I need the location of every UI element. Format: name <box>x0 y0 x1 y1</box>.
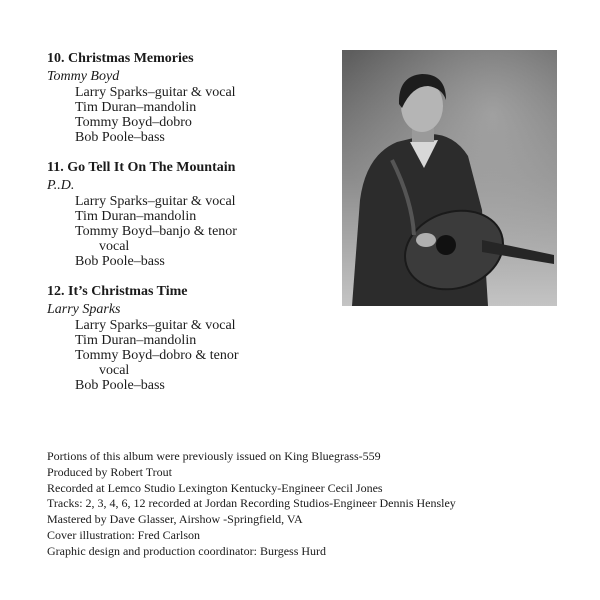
musician-credit <box>47 85 337 100</box>
musician-line-continuation: vocal <box>99 363 130 378</box>
musician-list <box>47 85 337 145</box>
musician-list <box>47 194 337 269</box>
musician-line: Tim Duran–mandolin <box>75 100 197 115</box>
credit-line: Tracks: 2, 3, 4, 6, 12 recorded at Jordan Recording Studios-Engineer Dennis Hensley <box>47 496 456 511</box>
musician-line: Bob Poole–bass <box>75 254 165 269</box>
musician-credit <box>47 209 337 224</box>
musician-line: Larry Sparks–guitar & vocal <box>75 85 236 100</box>
hand-shape <box>416 233 436 247</box>
musician-line: Bob Poole–bass <box>75 130 165 145</box>
credit-line: Mastered by Dave Glasser, Airshow -Springfield, VA <box>47 512 303 527</box>
guitar-soundhole <box>436 235 456 255</box>
musician-credit <box>47 254 337 269</box>
guitarist-photo <box>342 50 557 306</box>
credit-line: Produced by Robert Trout <box>47 464 173 479</box>
musician-credit <box>47 100 337 115</box>
track-item <box>47 283 337 393</box>
track-item <box>47 159 337 269</box>
musician-credit <box>47 224 337 254</box>
track-title: 10. Christmas Memories <box>47 51 194 66</box>
album-credits <box>47 449 567 560</box>
musician-line: Tommy Boyd–dobro <box>75 115 192 130</box>
track-title: 12. It’s Christmas Time <box>47 284 188 299</box>
musician-credit <box>47 115 337 130</box>
track-listing <box>47 50 337 407</box>
musician-line: Larry Sparks–guitar & vocal <box>75 194 236 209</box>
musician-line: Tim Duran–mandolin <box>75 333 197 348</box>
musician-credit <box>47 348 337 378</box>
track-item <box>47 50 337 145</box>
musician-credit <box>47 318 337 333</box>
credit-line: Graphic design and production coordinator: Burgess Hurd <box>47 543 327 558</box>
musician-line: Tommy Boyd–dobro & tenor <box>75 348 239 363</box>
guitarist-illustration <box>342 50 557 306</box>
musician-line: Tommy Boyd–banjo & tenor <box>75 224 237 239</box>
musician-line: Bob Poole–bass <box>75 378 165 393</box>
track-title: 11. Go Tell It On The Mountain <box>47 160 236 175</box>
musician-credit <box>47 378 337 393</box>
musician-credit <box>47 333 337 348</box>
credit-line: Cover illustration: Fred Carlson <box>47 527 200 542</box>
track-composer: P..D. <box>47 178 75 193</box>
musician-list <box>47 318 337 393</box>
track-composer: Larry Sparks <box>47 302 121 317</box>
credit-line: Recorded at Lemco Studio Lexington Kentucky-Engineer Cecil Jones <box>47 480 383 495</box>
musician-line-continuation: vocal <box>99 239 130 254</box>
musician-line: Tim Duran–mandolin <box>75 209 197 224</box>
credit-line: Portions of this album were previously issued on King Bluegrass-559 <box>47 449 381 463</box>
musician-credit <box>47 130 337 145</box>
musician-credit <box>47 194 337 209</box>
musician-line: Larry Sparks–guitar & vocal <box>75 318 236 333</box>
track-composer: Tommy Boyd <box>47 69 120 84</box>
